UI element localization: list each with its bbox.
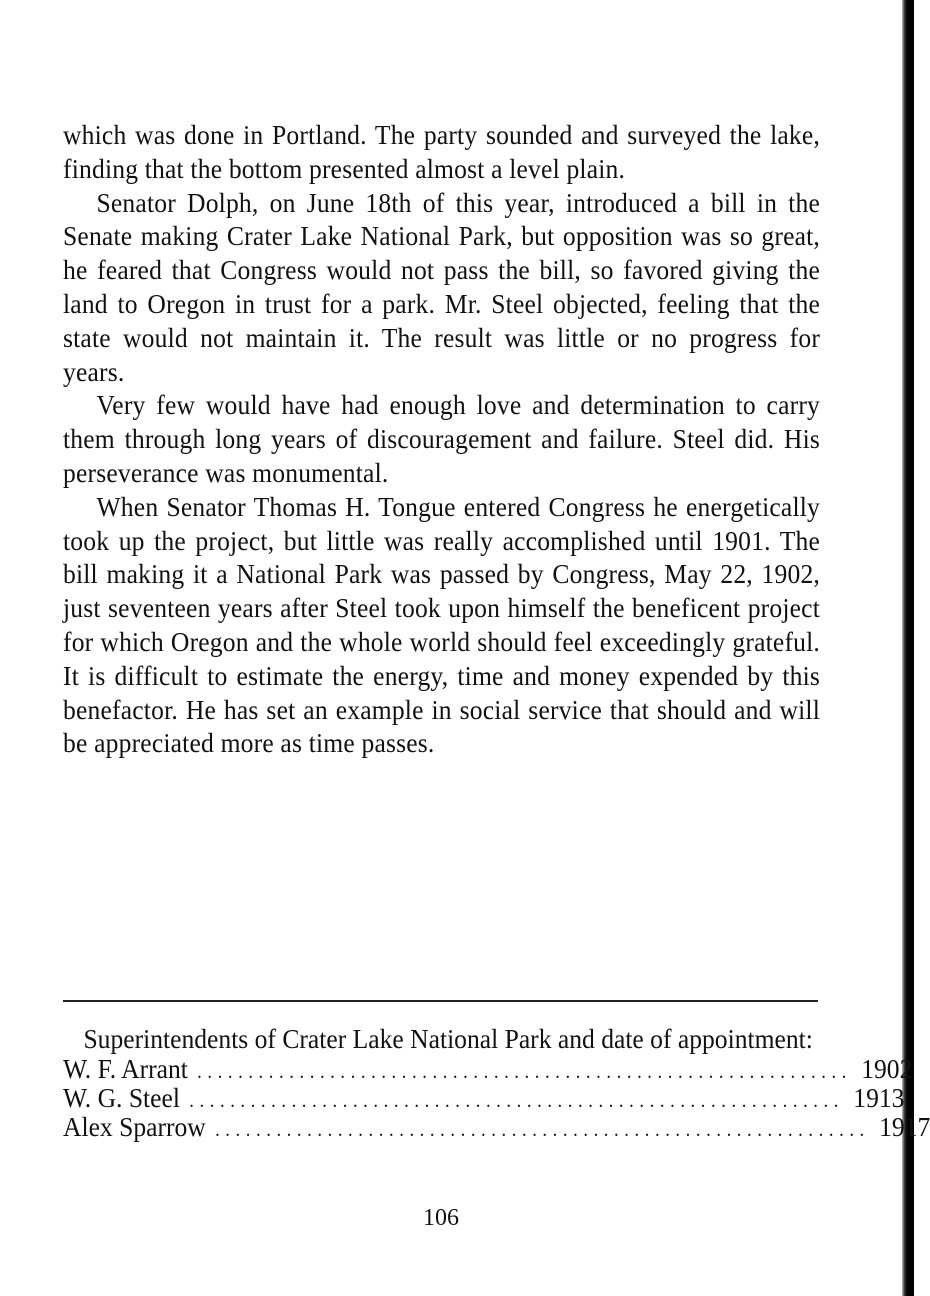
paragraph-perseverance: Very few would have had enough love and determination to carry them through long years of discouragement and failure. Steel did. His perseverance was monumental.	[63, 389, 821, 488]
page-number: 106	[423, 1205, 459, 1231]
paragraph-continuation: which was done in Portland. The party sounded and surveyed the lake, finding that the bottom presented almost a level plain.	[63, 119, 821, 184]
superintendent-entry	[63, 1110, 930, 1143]
paragraph-dolph-bill: Senator Dolph, on June 18th of this year, introduced a bill in the Senate making Crater Lake National Park, but opposition was so great, he feared that Congress would not pass the bill, so favored giving the land to Oregon in trust for a park. Mr. Steel objected, feeling that the state would not maintain it. The result was little or no progress for years.	[63, 186, 821, 387]
superintendents-list	[63, 1022, 930, 1143]
superintendent-name: W. G. Steel	[63, 1081, 180, 1113]
dot-leader: ................................................................	[189, 1089, 844, 1112]
superintendent-name: W. F. Arrant	[63, 1052, 188, 1084]
superintendents-intro: Superintendents of Crater Lake National Park and date of appointment:	[83, 1023, 813, 1054]
appointment-year: 1902	[861, 1052, 913, 1084]
body-text	[63, 118, 820, 760]
superintendent-name: Alex Sparrow	[63, 1110, 206, 1142]
appointment-year: 1913	[853, 1081, 905, 1113]
superintendent-entry	[63, 1052, 913, 1085]
dot-leader: ................................................................	[215, 1118, 870, 1141]
section-divider	[63, 1000, 818, 1002]
superintendent-entry	[63, 1081, 905, 1114]
paragraph-tongue-congress: When Senator Thomas H. Tongue entered Congress he energetically took up the project, but little was really accomplished until 1901. The bill making it a National Park was passed by Congress, May 22, 1902, just seventeen years after Steel took upon himself the beneficent project for which Oregon and the whole world should feel exceedingly grateful. It is difficult to estimate the energy, time and money expended by this benefactor. He has set an example in social service that should and will be appreciated more as time passes.	[63, 490, 821, 759]
dot-leader: ................................................................	[197, 1060, 852, 1083]
appointment-year: 1917	[879, 1110, 930, 1142]
